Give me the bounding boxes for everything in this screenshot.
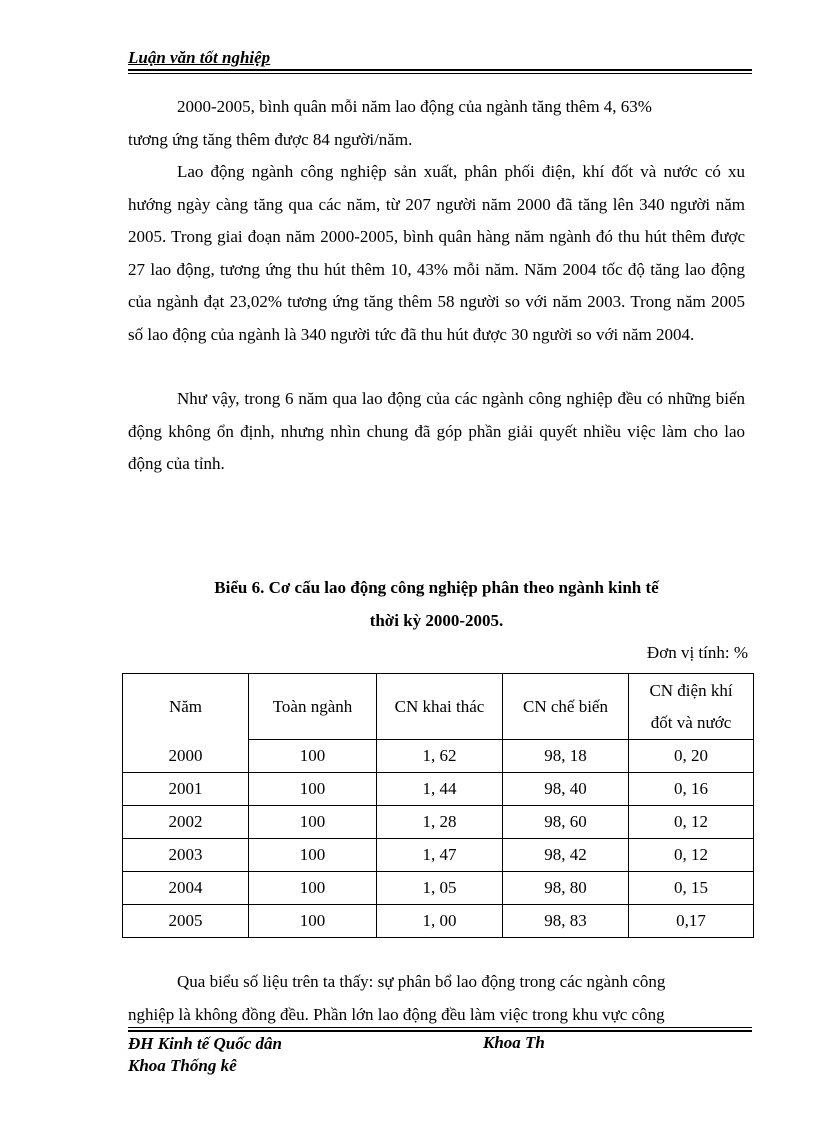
cell-total: 100 <box>249 806 377 839</box>
closing-paragraph <box>128 966 745 1031</box>
cell-total: 100 <box>249 773 377 806</box>
unit-note: Đơn vị tính: % <box>646 643 748 662</box>
cell-mining: 1, 00 <box>377 905 503 938</box>
table-row <box>123 905 754 938</box>
cell-mining: 1, 62 <box>377 740 503 773</box>
cell-total: 100 <box>249 839 377 872</box>
labor-structure-table <box>122 673 754 938</box>
table-caption-line2: thời kỳ 2000-2005. <box>369 611 504 630</box>
table-row <box>123 806 754 839</box>
cell-utilities: 0, 15 <box>629 872 754 905</box>
table-row <box>123 872 754 905</box>
table-row <box>123 773 754 806</box>
paragraph-electricity-labor: Lao động ngành công nghiệp sản xuất, phân phối điện, khí đốt và nước có xu hướng ngày càng tăng qua các năm, từ 207 người năm 2000 đã tăng lên 340 người năm 2005. Trong giai đoạn năm 2000-2005, bình quân hàng năm ngành đó thu hút thêm được 27 lao động, tương ứng thu hút thêm 10, 43% mỗi năm. Năm 2004 tốc độ tăng lao động của ngành đạt 23,02% tương ứng tăng thêm 58 người so với năm 2003. Trong năm 2005 số lao động của ngành là 340 người tức đã thu hút được 30 người so với năm 2004. <box>128 162 745 344</box>
footer-rule-thick <box>128 1030 752 1032</box>
footer-right-text: Khoa Th <box>483 1033 545 1052</box>
col-header-utilities <box>629 674 754 740</box>
col-header-manufacturing: CN chế biến <box>503 674 629 740</box>
col-header-utilities-line: CN điện khí <box>649 680 733 700</box>
cell-year: 2002 <box>123 806 249 839</box>
paragraph-line: nghiệp là không đồng đều. Phần lớn lao động đều làm việc trong khu vực công <box>128 1004 665 1024</box>
cell-manufacturing: 98, 18 <box>503 740 629 773</box>
cell-manufacturing: 98, 80 <box>503 872 629 905</box>
footer-institution <box>128 1033 282 1077</box>
cell-manufacturing: 98, 40 <box>503 773 629 806</box>
cell-mining: 1, 28 <box>377 806 503 839</box>
col-header-year: Năm <box>123 674 249 740</box>
table-caption-line1: Biểu 6. Cơ cấu lao động công nghiệp phân theo ngành kinh tế <box>214 578 659 597</box>
col-header-mining: CN khai thác <box>377 674 503 740</box>
cell-year: 2001 <box>123 773 249 806</box>
header-rule-thick <box>128 69 752 71</box>
cell-year: 2000 <box>123 740 249 773</box>
cell-total: 100 <box>249 872 377 905</box>
paragraph-line: tương ứng tăng thêm được 84 người/năm. <box>128 129 413 149</box>
cell-utilities: 0, 20 <box>629 740 754 773</box>
cell-total: 100 <box>249 905 377 938</box>
header-rule-thin <box>128 73 752 74</box>
cell-manufacturing: 98, 83 <box>503 905 629 938</box>
cell-utilities: 0, 16 <box>629 773 754 806</box>
cell-manufacturing: 98, 42 <box>503 839 629 872</box>
paragraph-continuation <box>128 91 745 156</box>
cell-mining: 1, 44 <box>377 773 503 806</box>
cell-mining: 1, 05 <box>377 872 503 905</box>
paragraph-line: 2000-2005, bình quân mỗi năm lao động của ngành tăng thêm 4, 63% <box>177 97 652 116</box>
footer-rule-thin <box>128 1027 752 1028</box>
cell-manufacturing: 98, 60 <box>503 806 629 839</box>
running-header-title: Luận văn tốt nghiệp <box>128 48 271 67</box>
cell-total: 100 <box>249 740 377 773</box>
table-header-row <box>123 674 754 740</box>
cell-year: 2004 <box>123 872 249 905</box>
table-row <box>123 740 754 773</box>
cell-year: 2005 <box>123 905 249 938</box>
cell-utilities: 0, 12 <box>629 806 754 839</box>
paragraph-summary: Như vậy, trong 6 năm qua lao động của các ngành công nghiệp đều có những biến động không ổn định, nhưng nhìn chung đã góp phần giải quyết nhiều việc làm cho lao động của tỉnh. <box>128 389 745 473</box>
footer-university: ĐH Kinh tế Quốc dân <box>128 1034 282 1053</box>
paragraph-line: Qua biểu số liệu trên ta thấy: sự phân bổ lao động trong các ngành công <box>177 972 666 991</box>
cell-utilities: 0, 12 <box>629 839 754 872</box>
cell-utilities: 0,17 <box>629 905 754 938</box>
table-row <box>123 839 754 872</box>
col-header-total: Toàn ngành <box>249 674 377 740</box>
col-header-utilities-line: đốt và nước <box>650 712 732 732</box>
cell-mining: 1, 47 <box>377 839 503 872</box>
cell-year: 2003 <box>123 839 249 872</box>
footer-faculty: Khoa Thống kê <box>128 1056 237 1075</box>
